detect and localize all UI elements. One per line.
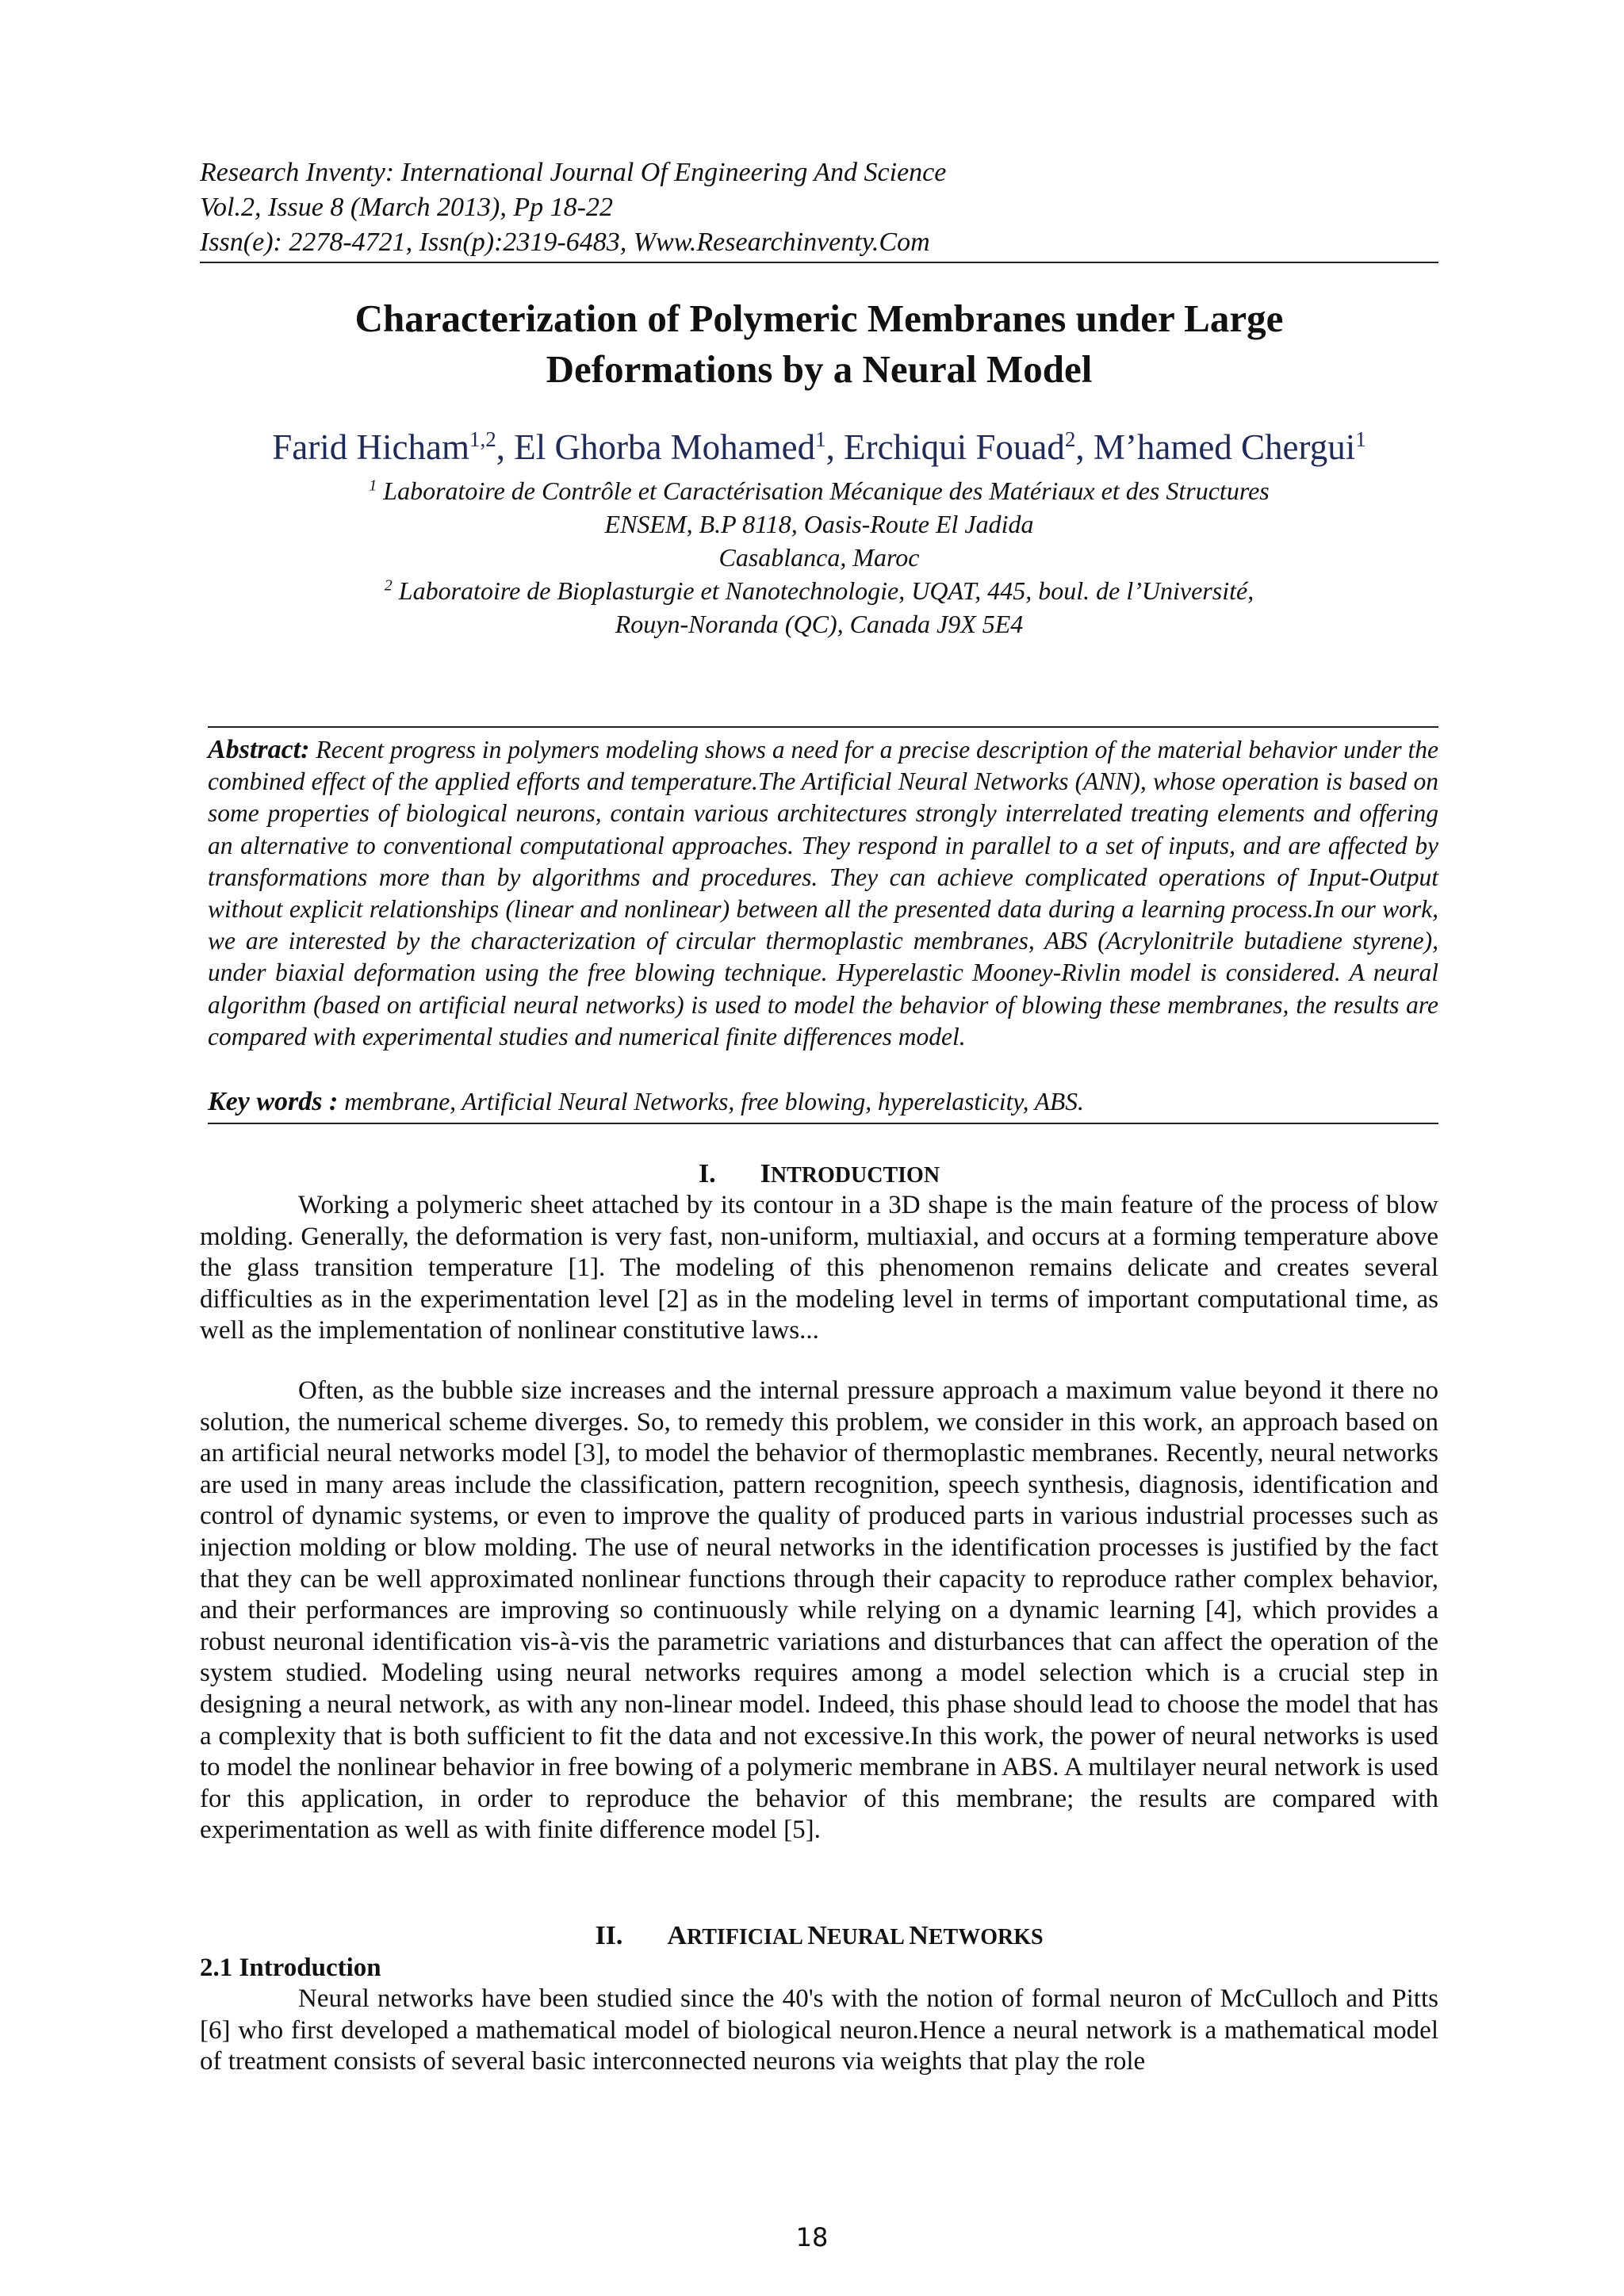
author-name: Farid Hicham — [272, 427, 469, 467]
author-affiliation-mark: 1 — [815, 427, 826, 451]
page-number: 18 — [795, 2222, 829, 2252]
subsection-heading: 2.1 Introduction — [200, 1954, 381, 1982]
section-number: II. — [595, 1921, 623, 1950]
journal-volume: Vol.2, Issue 8 (March 2013), Pp 18-22 — [200, 193, 613, 222]
keywords — [208, 1086, 1438, 1118]
affiliation-mark: 2 — [384, 576, 393, 595]
author-name: Erchiqui Fouad — [844, 427, 1065, 467]
abstract-text: Recent progress in polymers modeling shows a need for a precise description of the material behavior under the combined effect of the applied efforts and temperature.The Artificial Neural Networks (ANN), whose operation is based on some properties of biological neurons, contain various architectures strongly interrelated treating elements and offering an alternative to conventional computational approaches. They respond in parallel to a set of inputs, and are affected by transformations more than by algorithms and procedures. They can achieve complicated operations of Input-Output without explicit relationships (linear and nonlinear) between all the presented data during a learning process.In our work, we are interested by the characterization of circular thermoplastic membranes, ABS (Acrylonitrile butadiene styrene), under biaxial deformation using the free blowing technique. Hyperelastic Mooney-Rivlin model is considered. A neural algorithm (based on artificial neural networks) is used to model the behavior of blowing these membranes, the results are compared with experimental studies and numerical finite differences model. — [208, 736, 1438, 1050]
abstract-rule-bottom — [208, 1123, 1438, 1124]
author-separator: , — [1075, 427, 1094, 467]
ann-paragraph-1: Neural networks have been studied since the 40's with the notion of formal neuron of McCulloch and Pitts [6] who first developed a mathematical model of biological neuron.Hence a neural network is a mathematical model of treatment consists of several basic interconnected neurons via weights that play the role — [200, 1984, 1438, 2076]
author-affiliation-mark: 2 — [1064, 427, 1076, 451]
journal-header — [200, 155, 1438, 260]
author-list — [200, 425, 1438, 469]
title-line-1: Characterization of Polymeric Membranes under Large — [354, 297, 1284, 340]
affiliation-2-line-2: Rouyn-Noranda (QC), Canada J9X 5E4 — [615, 610, 1024, 638]
author-separator: , — [825, 427, 845, 467]
affiliations — [200, 474, 1438, 641]
affiliation-mark: 1 — [369, 476, 377, 495]
paper-title — [200, 293, 1438, 395]
affiliation-1-line-2: ENSEM, B.P 8118, Oasis-Route El Jadida — [604, 510, 1034, 538]
header-rule — [200, 262, 1438, 263]
affiliation-1-line-1: $^1$ Laboratoire de Contrôle et Caractérisation Mécanique des Matériaux et des Structures — [369, 476, 1270, 505]
section-number: I. — [698, 1159, 716, 1188]
affiliation-1-line-3: Casablanca, Maroc — [718, 543, 920, 572]
affiliation-2-line-1: $^2$ Laboratoire de Bioplasturgie et Nanotechnologie, UQAT, 445, boul. de l’Université, — [384, 576, 1254, 605]
author-affiliation-mark: 1 — [1355, 427, 1366, 451]
author-name: M’hamed Chergui — [1093, 427, 1356, 467]
journal-issn: Issn(e): 2278-4721, Issn(p):2319-6483, Www.Researchinventy.Com — [200, 228, 930, 257]
intro-paragraph-2: Often, as the bubble size increases and the internal pressure approach a maximum value beyond it there no solution, the numerical scheme diverges. So, to remedy this problem, we consider in this work, an approach based on an artificial neural networks model [3], to model the behavior of thermoplastic membranes. Recently, neural networks are used in many areas include the classification, pattern recognition, speech synthesis, diagnosis, identification and control of dynamic systems, or even to improve the quality of produced parts in various industrial processes such as injection molding or blow molding. The use of neural networks in the identification processes is justified by the fact that they can be well approximated nonlinear functions through their capacity to reproduce rather complex behavior, and their performances are improving so continuously while relying on a dynamic learning [4], which provides a robust neuronal identification vis-à-vis the parametric variations and disturbances that can affect the operation of the system studied. Modeling using neural networks requires among a model selection which is a crucial step in designing a neural network, as with any non-linear model. Indeed, this phase should lead to choose the model that has a complexity that is both sufficient to fit the data and not excessive.In this work, the power of neural networks is used to model the nonlinear behavior in free bowing of a polymeric membrane in ABS. A multilayer neural network is used for this application, in order to reproduce the behavior of this membrane; the results are compared with experimentation as well as with finite difference model [5]. — [200, 1376, 1438, 1845]
section-1-heading: I. INTRODUCTION — [698, 1159, 940, 1188]
author-separator: , — [496, 427, 515, 467]
intro-paragraph-1: Working a polymeric sheet attached by its contour in a 3D shape is the main feature of the process of blow molding. Generally, the deformation is very fast, non-uniform, multiaxial, and occurs at a forming temperature above the glass transition temperature [1]. The modeling of this phenomenon remains delicate and creates several difficulties as in the experimentation level [2] as in the modeling level in terms of important computational time, as well as the implementation of nonlinear constitutive laws... — [200, 1191, 1438, 1345]
abstract-rule-top — [208, 726, 1438, 728]
section-2-heading: II. ARTIFICIAL NEURAL NETWORKS — [595, 1921, 1044, 1950]
keywords-label: Key words : — [208, 1087, 339, 1116]
journal-name: Research Inventy: International Journal Of Engineering And Science — [200, 158, 947, 187]
author-affiliation-mark: 1,2 — [469, 427, 496, 451]
title-line-2: Deformations by a Neural Model — [546, 347, 1093, 391]
keywords-text: membrane, Artificial Neural Networks, free blowing, hyperelasticity, ABS. — [338, 1088, 1084, 1115]
abstract-label: Abstract: — [208, 735, 310, 764]
abstract — [208, 734, 1438, 1053]
author-name: El Ghorba Mohamed — [514, 427, 816, 467]
